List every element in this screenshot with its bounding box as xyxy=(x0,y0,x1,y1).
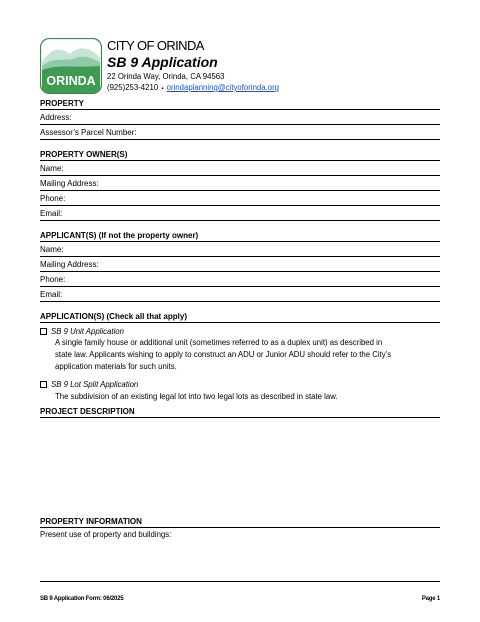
property-address-field[interactable]: Address: xyxy=(40,110,440,125)
page-header xyxy=(40,36,440,96)
email-link[interactable]: orindaplanning@cityoforinda.org xyxy=(166,83,280,92)
phone-number: (925)253-4210 xyxy=(107,83,159,92)
application-form xyxy=(40,96,440,541)
page-number: Page 1 xyxy=(421,596,440,602)
applicant-email-field[interactable]: Email: xyxy=(40,287,440,302)
unit-application-description-3: application materials for such units. xyxy=(55,362,177,371)
lot-split-description: The subdivision of an existing legal lot into two legal lots as described in state law. xyxy=(55,392,338,401)
unit-application-option[interactable] xyxy=(40,323,440,337)
form-id: SB 9 Application Form: 06/2025 xyxy=(40,596,124,602)
applicant-mailing-address-field[interactable]: Mailing Address: xyxy=(40,257,440,272)
applicant-name-field[interactable]: Name: xyxy=(40,242,440,257)
parcel-number-field[interactable]: Assessor’s Parcel Number: xyxy=(40,125,440,140)
footer-divider xyxy=(40,581,440,582)
page-title: SB 9 Application xyxy=(107,54,218,70)
applicant-phone-field[interactable]: Phone: xyxy=(40,272,440,287)
section-heading-property-information: PROPERTY INFORMATION xyxy=(40,514,440,528)
section-heading-owner: PROPERTY OWNER(S) xyxy=(40,147,440,161)
lot-split-application-option[interactable] xyxy=(40,373,440,390)
unit-application-checkbox[interactable] xyxy=(40,328,47,335)
separator-icon: ▪ xyxy=(161,86,164,92)
section-heading-project-description: PROJECT DESCRIPTION xyxy=(40,404,440,418)
logo-text: ORINDA xyxy=(46,74,96,88)
city-name: CITY OF ORINDA xyxy=(107,38,204,53)
section-heading-applicant: APPLICANT(S) (If not the property owner) xyxy=(40,228,440,242)
present-use-label: Present use of property and buildings: xyxy=(40,530,172,539)
unit-application-description-1: A single family house or additional unit (sometimes referred to as a duplex unit) as described in xyxy=(55,338,383,347)
lot-split-label: SB 9 Lot Split Application xyxy=(51,380,139,389)
page-footer xyxy=(40,596,440,602)
owner-phone-field[interactable]: Phone: xyxy=(40,191,440,206)
owner-email-field[interactable]: Email: xyxy=(40,206,440,221)
project-description-area[interactable] xyxy=(40,418,440,514)
city-address: 22 Orinda Way, Orinda, CA 94563 xyxy=(107,72,225,81)
section-heading-applications: APPLICATION(S) (Check all that apply) xyxy=(40,309,440,323)
section-heading-property: PROPERTY xyxy=(40,96,440,110)
contact-line xyxy=(107,82,279,95)
owner-mailing-address-field[interactable]: Mailing Address: xyxy=(40,176,440,191)
lot-split-checkbox[interactable] xyxy=(40,381,47,388)
orinda-logo xyxy=(40,38,102,94)
unit-application-description-2: state law. Applicants wishing to apply to construct an ADU or Junior ADU should refer to the City’s xyxy=(55,350,392,359)
owner-name-field[interactable]: Name: xyxy=(40,161,440,176)
unit-application-label: SB 9 Unit Application xyxy=(51,327,124,336)
